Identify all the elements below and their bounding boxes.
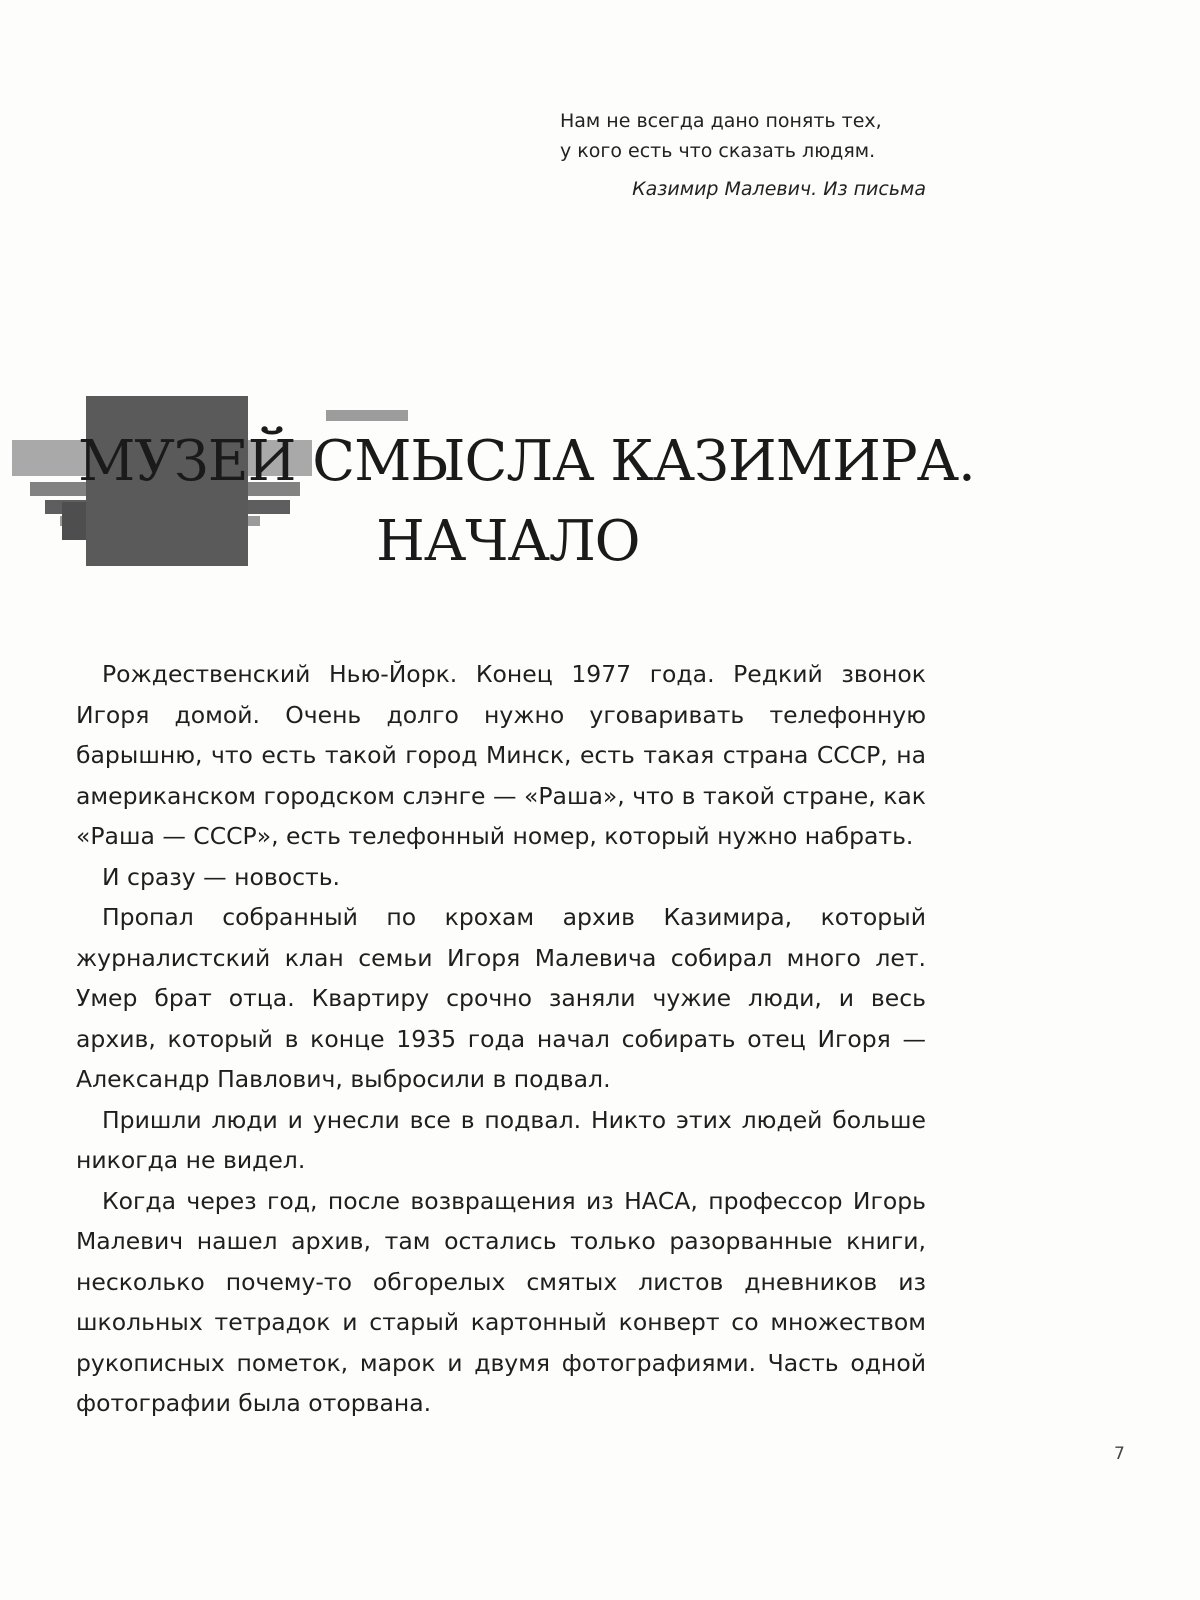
paragraph: Рождественский Нью-Йорк. Конец 1977 года. Редкий звонок Игоря домой. Очень долго нужно уговаривать телефонную барышню, что есть такой город Минск, есть такая страна СССР, на американском городском слэнге — «Раша», что в такой стране, как «Раша — СССР», есть телефонный номер, который нужно набрать. [76, 660, 926, 850]
page-number: 7 [1114, 1444, 1125, 1464]
paragraph: Пропал собранный по крохам архив Казимира, который журналистский клан семьи Игоря Малевича собирал много лет. Умер брат отца. Квартиру срочно заняли чужие люди, и весь архив, который в конце 1935 года начал собирать отец Игоря — Александр Павлович, выбросили в подвал. [76, 903, 926, 1093]
paragraph: И сразу — новость. [102, 862, 341, 891]
epigraph-line-1: Нам не всегда дано понять тех, [560, 110, 882, 132]
chapter-title-line-2: НАЧАЛО [376, 509, 640, 574]
epigraph-line-2: у кого есть что сказать людям. [560, 140, 876, 162]
chapter-body [76, 654, 926, 1424]
paragraph: Когда через год, после возвращения из НАСА, профессор Игорь Малевич нашел архив, там остались только разорванные книги, несколько почему-то обгорелых смятых листов дневников из школьных тетрадок и старый картонный конверт со множеством рукописных пометок, марок и двумя фотографиями. Часть одной фотографии была оторвана. [76, 1186, 926, 1417]
suprematist-bar-small [326, 410, 408, 421]
epigraph-attribution: Казимир Малевич. Из письма [632, 178, 926, 200]
chapter-title [78, 422, 1078, 582]
paragraph: Пришли люди и унесли все в подвал. Никто этих людей больше никогда не видел. [76, 1105, 926, 1174]
chapter-title-line-1: МУЗЕЙ СМЫСЛА КАЗИМИРА. [78, 429, 975, 494]
epigraph [560, 106, 940, 204]
